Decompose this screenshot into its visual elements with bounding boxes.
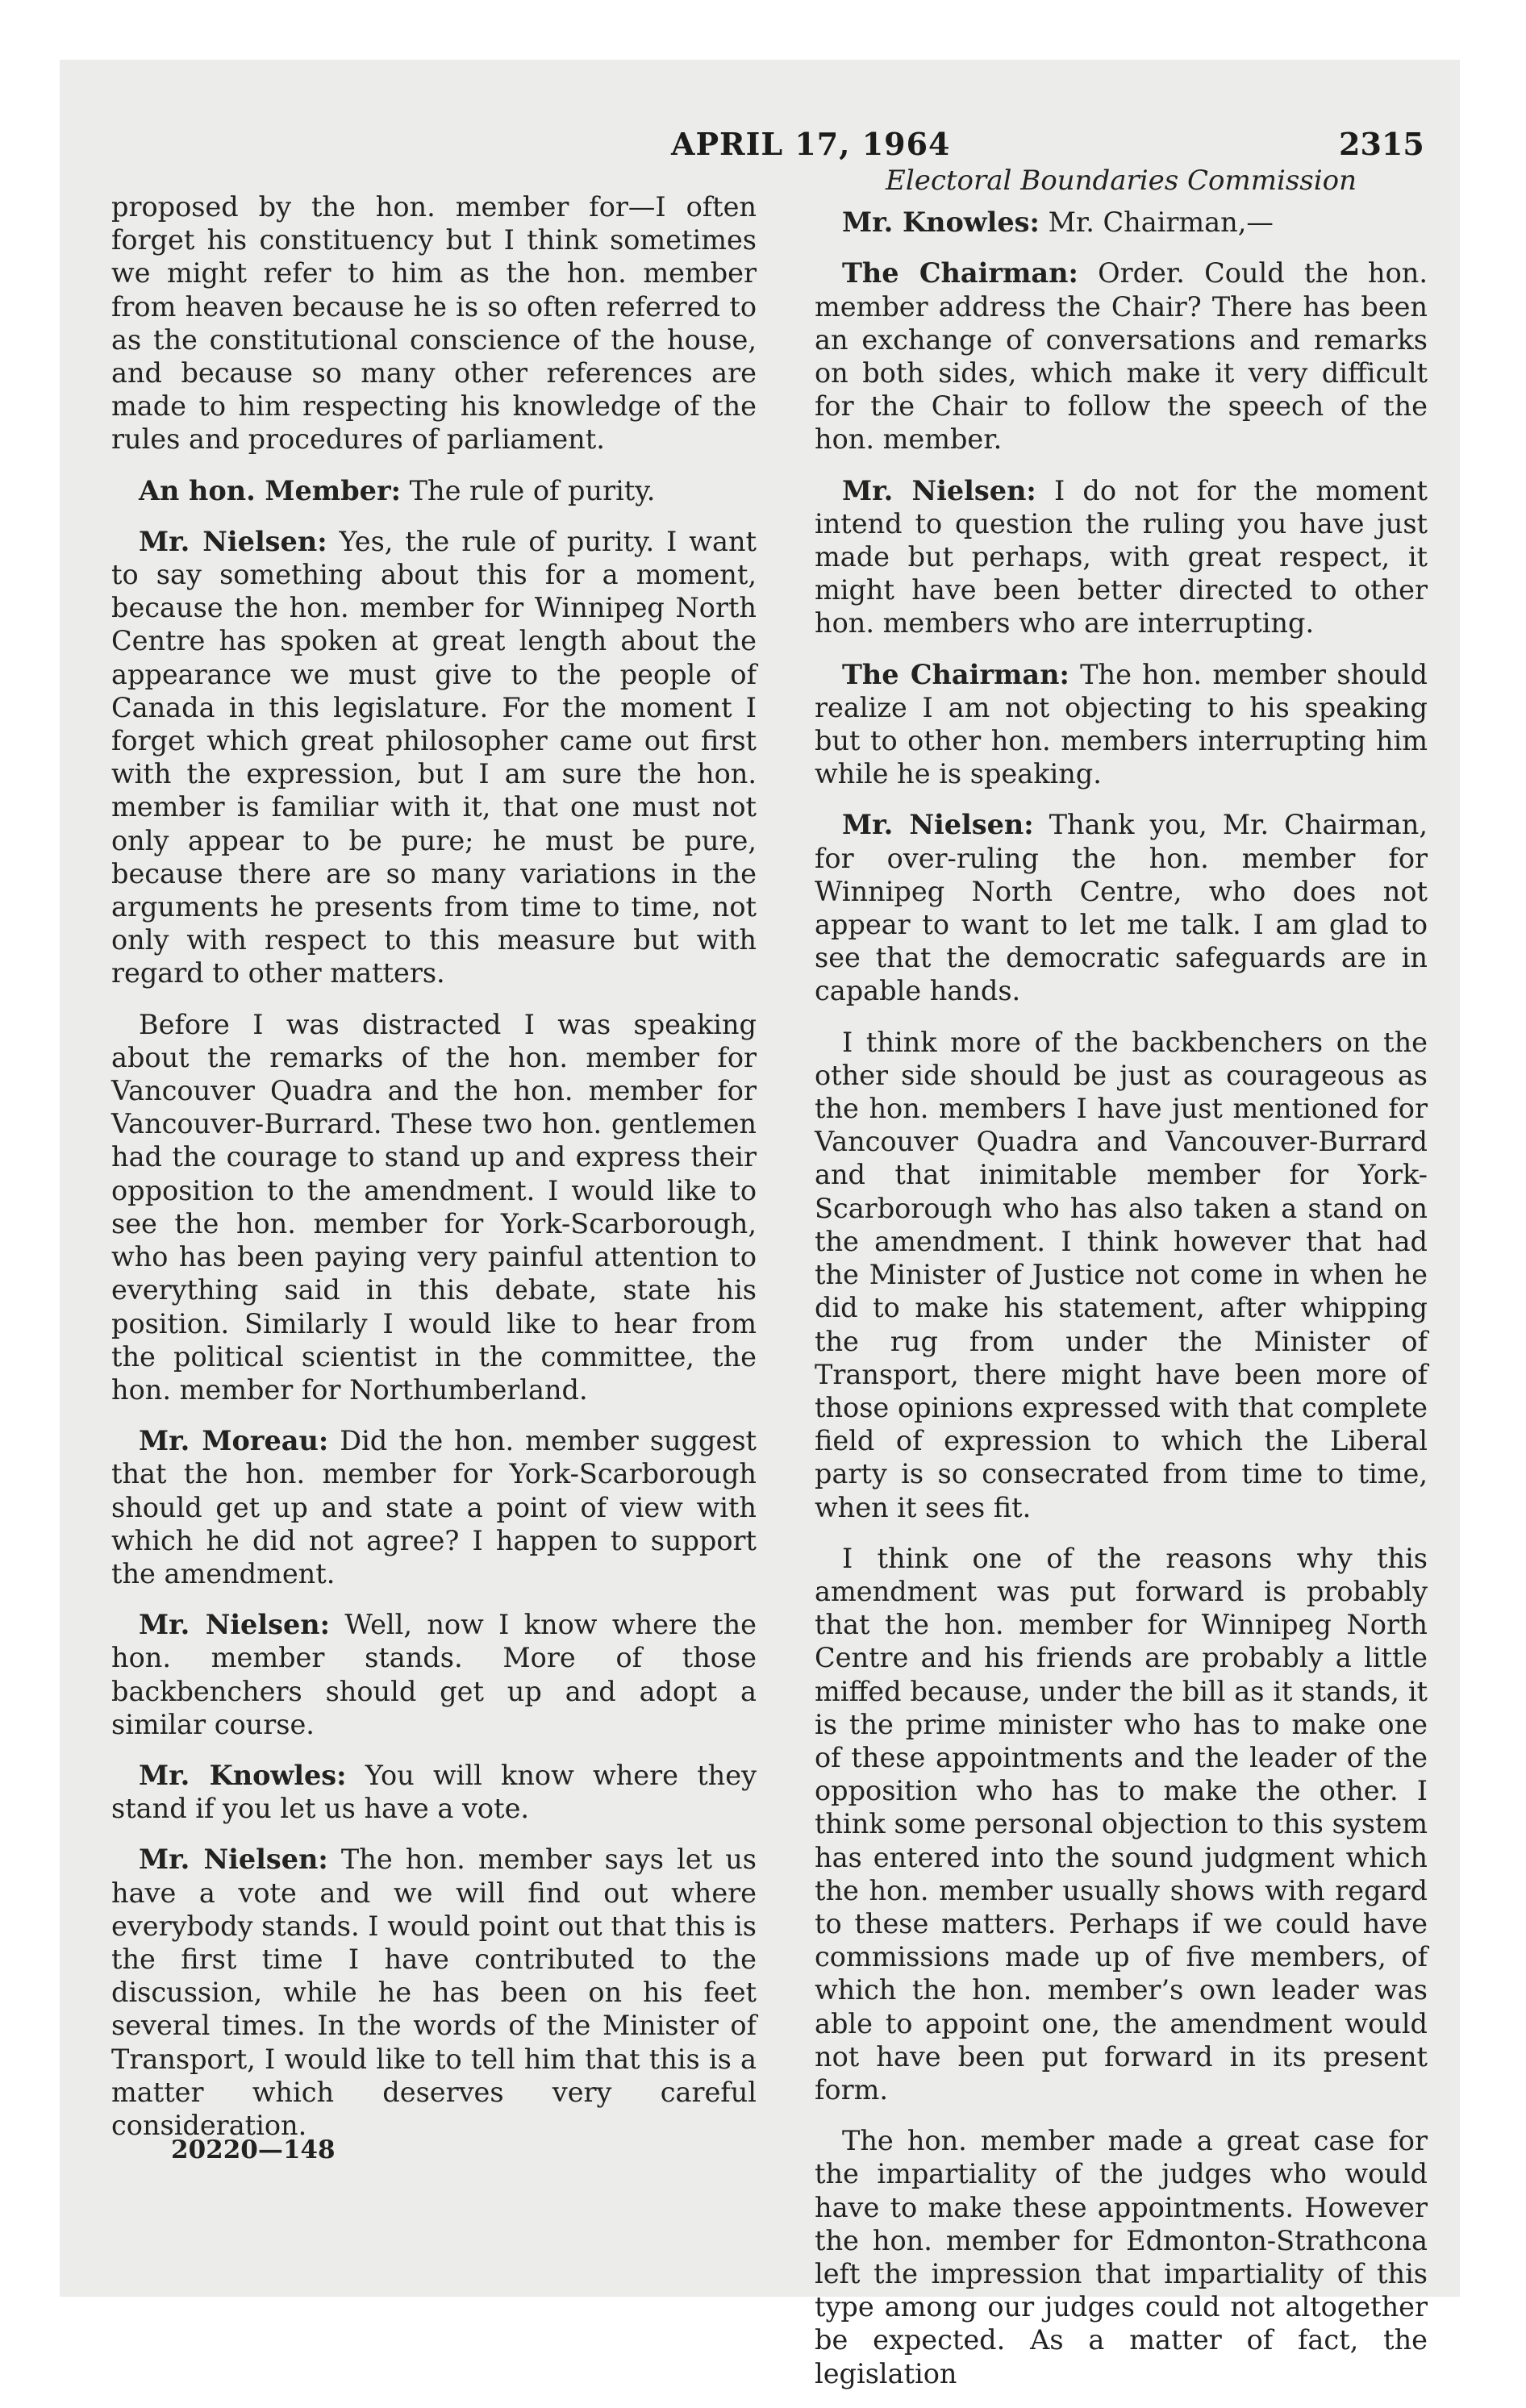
paragraph-text: You will know where they stand if you let us have a vote. (111, 1759, 757, 1825)
paragraph-text: I think one of the reasons why this amendment was put forward is probably that the hon. member for Winnipeg North Centre and his friends are probably a little miffed because, under the bill as it stands, it is the prime minister who has to make one of these appointments and the leader of the opposition who has to make the other. I think some personal objection to this system has entered into the sound judgment which the hon. member usually shows with regard to these matters. Perhaps if we could have commissions made up of five members, of which the hon. member’s own leader was able to appoint one, the amendment would not have been put forward in its present form. (815, 1542, 1428, 2106)
paragraph (815, 256, 1428, 456)
paragraph (815, 658, 1428, 791)
paragraph (111, 1843, 757, 2142)
printer-code: 20220—148 (171, 2135, 336, 2164)
paragraph-text: The hon. member says let us have a vote and we will find out where everybody stands. I would point out that this is the first time I have contributed to the discussion, while he has been on his feet several times. In the words of the Minister of Transport, I would like to tell him that this is a matter which deserves very careful consideration. (111, 1843, 757, 2141)
paragraph-text: The rule of purity. (409, 474, 656, 506)
paragraph (111, 1008, 757, 1406)
paragraph-text: Well, now I know where the hon. member stands. More of those backbenchers should get up and adopt a similar course. (111, 1609, 757, 1740)
paragraph (815, 1026, 1428, 1524)
speaker-name: Mr. Nielsen: (842, 809, 1034, 841)
speaker-name: Mr. Moreau: (139, 1425, 329, 1457)
paragraph-text: Did the hon. member suggest that the hon. member for York-Scarborough should get up and state a point of view with which he did not agree? I happen to support the amendment. (111, 1425, 757, 1589)
paragraph-text: Thank you, Mr. Chairman, for over-ruling the hon. member for Winnipeg North Centre, who does not appear to want to let me talk. I am glad to see that the democratic safeguards are in capable hands. (815, 809, 1428, 1007)
paragraph (111, 1759, 757, 1825)
paragraph (111, 525, 757, 990)
header-date: APRIL 17, 1964 (671, 126, 951, 162)
paragraph (111, 1424, 757, 1590)
left-column (111, 190, 757, 2160)
paragraph (815, 808, 1428, 1007)
speaker-name: Mr. Knowles: (842, 206, 1040, 239)
section-subheading: Electoral Boundaries Commission (886, 165, 1357, 197)
paragraph-text: Order. Could the hon. member address the Chair? There has been an exchange of conversations and remarks on both sides, which make it very difficult for the Chair to follow the speech of the hon. member. (815, 257, 1428, 456)
page-number: 2315 (1339, 126, 1424, 162)
speaker-name: Mr. Knowles: (139, 1759, 347, 1791)
paragraph (815, 206, 1428, 239)
paragraph (815, 2124, 1428, 2390)
speaker-name: The Chairman: (842, 257, 1078, 290)
paragraph-text: Mr. Chairman,— (1048, 206, 1274, 239)
paragraph-text: Before I was distracted I was speaking about the remarks of the hon. member for Vancouver Quadra and the hon. member for Vancouver-Burrard. These two hon. gentlemen had the courage to stand up and express their opposition to the amendment. I would like to see the hon. member for York-Scarborough, who has been paying very painful attention to everything said in this debate, state his position. Similarly I would like to hear from the political scientist in the committee, the hon. member for Northumberland. (111, 1008, 757, 1406)
paragraph-text: Yes, the rule of purity. I want to say something about this for a moment, because the hon. member for Winnipeg North Centre has spoken at great length about the appearance we must give to the people of Canada in this legislature. For the moment I forget which great philosopher came out first with the expression, but I am sure the hon. member is familiar with it, that one must not only appear to be pure; he must be pure, because there are so many variations in the arguments he presents from time to time, not only with respect to this measure but with regard to other matters. (111, 525, 757, 989)
speaker-name: Mr. Nielsen: (842, 474, 1036, 506)
paragraph-text: I do not for the moment intend to question the ruling you have just made but perhaps, with great respect, it might have been better directed to other hon. members who are interrupting. (815, 474, 1428, 639)
speaker-name: Mr. Nielsen: (139, 1843, 328, 1876)
paragraph-text: The hon. member made a great case for the impartiality of the judges who would have to make these appointments. However the hon. member for Edmonton-Strathcona left the impression that impartiality of this type among our judges could not altogether be expected. As a matter of fact, the legislation (815, 2125, 1428, 2389)
paragraph (111, 1608, 757, 1741)
paragraph-text: proposed by the hon. member for—I often forget his constituency but I think sometimes we might refer to him as the hon. member from heaven because he is so often referred to as the constitutional conscience of the house, and because so many other references are made to him respecting his knowledge of the rules and procedures of parliament. (111, 191, 757, 456)
speaker-name: Mr. Nielsen: (139, 1609, 330, 1641)
right-column (815, 165, 1428, 2408)
paragraph (815, 1542, 1428, 2106)
speaker-name: The Chairman: (842, 658, 1069, 690)
paragraph (815, 474, 1428, 640)
paragraph-text: The hon. member should realize I am not objecting to his speaking but to other hon. members interrupting him while he is speaking. (815, 658, 1428, 790)
speaker-name: Mr. Nielsen: (139, 525, 327, 557)
paragraph (111, 474, 757, 507)
speaker-name: An hon. Member: (139, 474, 401, 506)
paragraph-text: I think more of the backbenchers on the other side should be just as courageous as the hon. members I have just mentioned for Vancouver Quadra and Vancouver-Burrard and that inimitable member for York-Scarborough who has also taken a stand on the amendment. I think however that had the Minister of Justice not come in when he did to make his statement, after whipping the rug from under the Minister of Transport, there might have been more of those opinions expressed with that complete field of expression to which the Liberal party is so consecrated from time to time, when it sees fit. (815, 1026, 1428, 1523)
paragraph (111, 190, 757, 456)
